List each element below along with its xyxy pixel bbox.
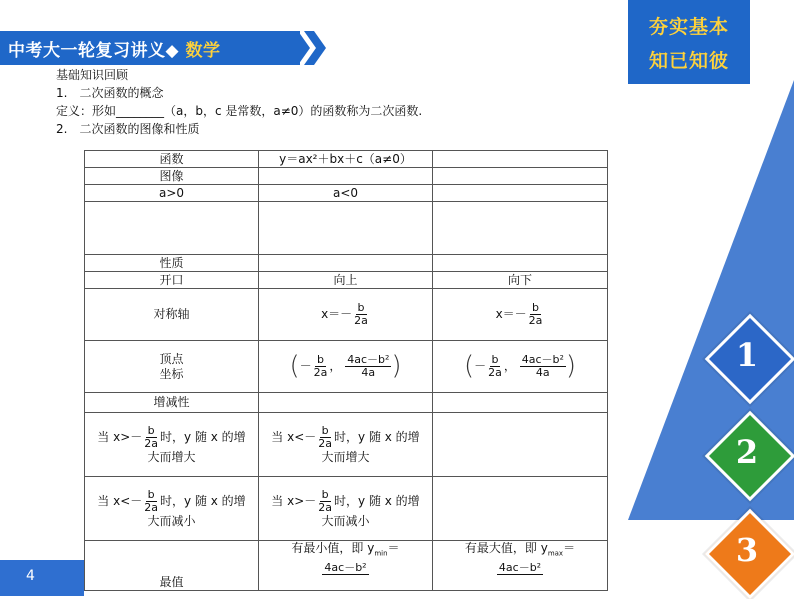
cell-increase-pos: 当 x>－ $\frac{b}{2a}$ 时，y 随 x 的增 大而增大	[85, 413, 259, 477]
cell-empty	[433, 168, 608, 185]
nav-number-2: 2	[735, 433, 759, 471]
cell-graph-space	[433, 202, 608, 255]
cell-decrease-neg: 当 x>－ $\frac{b}{2a}$ 时，y 随 x 的增 大而减小	[259, 477, 433, 541]
cell-opening-down: 向下	[433, 272, 608, 289]
section-heading: 基础知识回顾	[56, 68, 129, 82]
header-title: 中考大一轮复习讲义◆ 数学	[8, 41, 221, 61]
cell-graph-label: 图像	[85, 168, 259, 185]
header-subject: 数学	[185, 41, 221, 61]
cell-function-formula: y＝ax²＋bx＋c（a≠0）	[259, 151, 433, 168]
cell-function-label: 函数	[85, 151, 259, 168]
chevron-arrows-icon	[270, 31, 330, 65]
cell-graph-space	[259, 202, 433, 255]
cell-empty	[433, 255, 608, 272]
cell-empty	[433, 477, 608, 541]
cell-max-value: 有最大值，即 $y_{max}=$ 4ac－b²	[433, 541, 608, 591]
definition-text: 定义：形如________（a，b，c 是常数，a≠0）的函数称为二次函数.	[56, 104, 423, 118]
cell-opening-label: 开口	[85, 272, 259, 289]
cell-axis-down: x＝－ $\frac{b}{2a}$	[433, 289, 608, 341]
cell-axis-label: 对称轴	[85, 289, 259, 341]
cell-extreme-label: 最值	[85, 541, 259, 591]
cell-empty	[433, 185, 608, 202]
badge-line-1: 夯实基本	[648, 16, 729, 38]
cell-empty	[433, 393, 608, 413]
nav-number-3: 3	[735, 531, 759, 569]
cell-min-value: 有最小值，即 $y_{min}=$ 4ac－b²	[259, 541, 433, 591]
cell-decrease-pos: 当 x<－ $\frac{b}{2a}$ 时，y 随 x 的增 大而减小	[85, 477, 259, 541]
cell-vertex-up: (－ $\frac{b}{2a}$ ， $\frac{\text{4ac－b²}}{4a}$ )	[259, 341, 433, 393]
cell-opening-up: 向上	[259, 272, 433, 289]
item-2-heading: 2. 二次函数的图像和性质	[56, 122, 200, 136]
cell-empty	[259, 255, 433, 272]
cell-vertex-down: (－ $\frac{b}{2a}$ ， $\frac{\text{4ac－b²}}{4a}$ )	[433, 341, 608, 393]
cell-property-label: 性质	[85, 255, 259, 272]
section-badge	[628, 0, 750, 84]
properties-table	[84, 150, 608, 591]
cell-a-negative: a<0	[259, 185, 433, 202]
footer-bar	[0, 560, 84, 596]
cell-empty	[259, 168, 433, 185]
cell-axis-up: x＝－ $\frac{b}{2a}$	[259, 289, 433, 341]
cell-empty	[433, 413, 608, 477]
badge-line-2: 知已知彼	[648, 50, 729, 72]
cell-a-positive: a>0	[85, 185, 259, 202]
header-banner	[0, 31, 300, 65]
cell-empty	[433, 151, 608, 168]
cell-graph-space	[85, 202, 259, 255]
nav-number-1: 1	[735, 336, 759, 374]
cell-monotonic-label: 增减性	[85, 393, 259, 413]
cell-empty	[259, 393, 433, 413]
item-1-heading: 1. 二次函数的概念	[56, 86, 164, 100]
cell-increase-neg: 当 x<－ $\frac{b}{2a}$ 时，y 随 x 的增 大而增大	[259, 413, 433, 477]
page-number: 4	[26, 568, 35, 584]
cell-vertex-label: 顶点 坐标	[85, 341, 259, 393]
